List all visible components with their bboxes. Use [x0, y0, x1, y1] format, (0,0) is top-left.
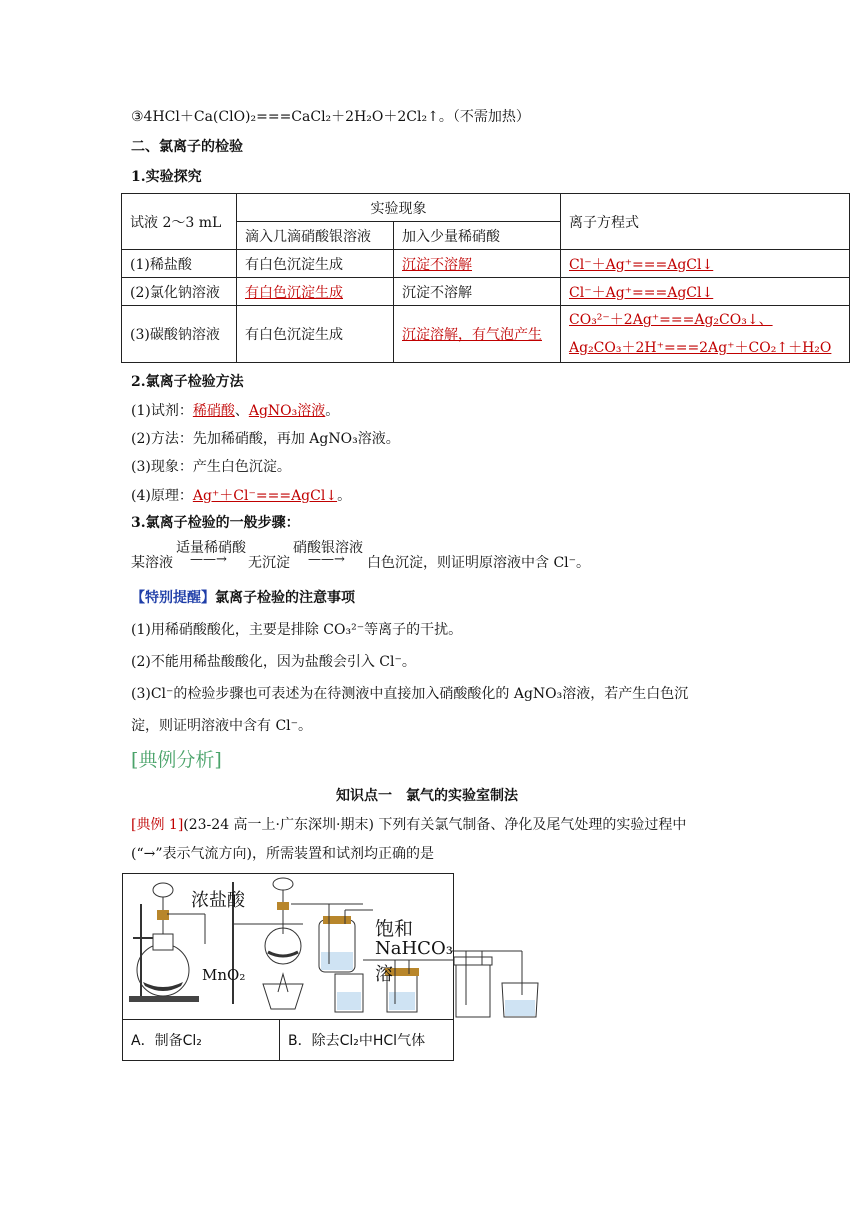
table-header-sample: 试液 2～3 mL — [122, 194, 237, 250]
apparatus-extension-illustration — [452, 945, 542, 1020]
table-cell-equation: CO₃²⁻＋2Ag⁺===Ag₂CO₃↓、 — [569, 312, 773, 328]
step-label-hno3: 适量稀硝酸 — [176, 540, 246, 556]
table-cell-obs1: 有白色沉淀生成 — [245, 284, 343, 301]
method-phenomenon: (3)现象：产生白色沉淀。 — [131, 459, 291, 475]
table-cell-sample: (2)氯化钠溶液 — [122, 278, 237, 306]
reminder-heading — [131, 587, 355, 607]
step-arrow-1: ——→ — [190, 552, 227, 567]
step-arrow-2: ——→ — [308, 552, 345, 567]
table-row — [122, 278, 850, 306]
table-header-agno3: 滴入几滴硝酸银溶液 — [237, 222, 394, 250]
step-start: 某溶液 — [131, 555, 173, 571]
subsection-title-experiment: 1.实验探究 — [131, 169, 202, 185]
reminder-point-3b: 淀，则证明溶液中含有 Cl⁻。 — [131, 718, 313, 734]
experiment-table — [121, 193, 850, 363]
step-end: 白色沉淀，则证明原溶液中含 Cl⁻。 — [367, 555, 591, 571]
step-label-agno3: 硝酸银溶液 — [293, 540, 363, 556]
reagent-sep: 、 — [234, 403, 249, 419]
table-cell-sample: (3)碳酸钠溶液 — [122, 306, 237, 363]
table-header-phenomenon: 实验现象 — [237, 194, 561, 222]
example-1-text: (23-24 高一上·广东深圳·期末) 下列有关氯气制备、净化及尾气处理的实验过程中 — [183, 817, 687, 833]
figure-caption-a-cell — [123, 1019, 279, 1060]
figure-caption-a: A．制备Cl₂ — [131, 1033, 202, 1049]
method-reagent — [131, 400, 339, 420]
example-1-line-1 — [131, 814, 686, 834]
label-nahco3: NaHCO₃ — [375, 938, 453, 959]
label-saturated: 饱和 — [375, 918, 414, 940]
subsection-title-method: 2.氯离子检验方法 — [131, 374, 244, 390]
example-1-line-2: (“→”表示气流方向)，所需装置和试剂均正确的是 — [131, 846, 434, 862]
principle-end: 。 — [337, 488, 352, 504]
example-1-tag: [典例 1] — [131, 817, 184, 833]
table-cell-sample: (1)稀盐酸 — [122, 250, 237, 278]
principle-label: (4)原理： — [131, 488, 193, 504]
label-solution: 溶 — [375, 964, 393, 985]
reminder-point-2: (2)不能用稀盐酸酸化，因为盐酸会引入 Cl⁻。 — [131, 654, 416, 670]
reminder-tag: 【特别提醒】 — [131, 590, 215, 606]
label-conc-hcl: 浓盐酸 — [191, 890, 245, 911]
table-cell-equation: Cl⁻＋Ag⁺===AgCl↓ — [569, 284, 714, 301]
reagent-label: (1)试剂： — [131, 403, 193, 419]
table-header-equation: 离子方程式 — [561, 194, 850, 250]
table-cell-obs2: 沉淀不溶解 — [394, 278, 561, 306]
reminder-point-1: (1)用稀硝酸酸化，主要是排除 CO₃²⁻等离子的干扰。 — [131, 622, 463, 638]
reminder-point-3a: (3)Cl⁻的检验步骤也可表述为在待测液中直接加入硝酸酸化的 AgNO₃溶液，若产生白色沉 — [131, 686, 689, 702]
figure-box — [122, 873, 454, 1061]
table-cell-equation-2: Ag₂CO₃＋2H⁺===2Ag⁺＋CO₂↑＋H₂O — [569, 340, 832, 356]
reagent-hno3: 稀硝酸 — [192, 403, 235, 419]
table-cell-equation: Cl⁻＋Ag⁺===AgCl↓ — [569, 256, 714, 273]
table-header-hno3: 加入少量稀硝酸 — [394, 222, 561, 250]
reagent-agno3: AgNO₃溶液 — [248, 403, 326, 419]
reagent-end: 。 — [325, 403, 340, 419]
equation-line: ③4HCl＋Ca(ClO)₂===CaCl₂＋2H₂O＋2Cl₂↑。（不需加热） — [131, 109, 530, 125]
label-mno2: MnO₂ — [202, 966, 246, 984]
knowledge-point-title: 知识点一 氯气的实验室制法 — [336, 788, 518, 804]
principle-equation: Ag⁺＋Cl⁻===AgCl↓ — [192, 488, 338, 504]
table-cell-obs1: 有白色沉淀生成 — [237, 250, 394, 278]
table-cell-obs1: 有白色沉淀生成 — [237, 306, 394, 363]
figure-caption-b: B．除去Cl₂中HCl气体 — [288, 1033, 426, 1049]
step-mid: 无沉淀 — [248, 555, 290, 571]
reminder-title: 氯离子检验的注意事项 — [215, 590, 355, 606]
table-row — [122, 306, 850, 363]
section-title-chloride-test: 二、氯离子的检验 — [131, 139, 243, 155]
table-cell-obs2: 沉淀不溶解 — [402, 256, 472, 273]
example-section-title: [典例分析] — [131, 749, 222, 771]
table-row — [122, 250, 850, 278]
subsection-title-steps: 3.氯离子检验的一般步骤： — [131, 515, 300, 531]
method-procedure: (2)方法：先加稀硝酸，再加 AgNO₃溶液。 — [131, 431, 400, 447]
method-principle — [131, 485, 351, 505]
table-cell-obs2: 沉淀溶解，有气泡产生 — [402, 327, 542, 343]
figure-caption-b-cell — [279, 1019, 454, 1060]
